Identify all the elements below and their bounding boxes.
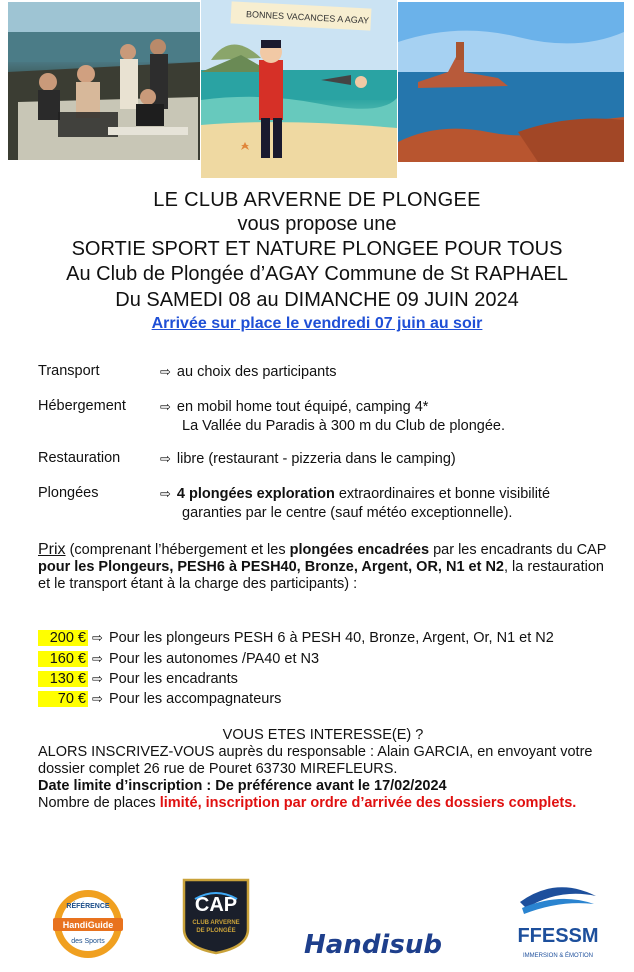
arrow-icon: ⇨	[160, 400, 171, 415]
price-row: 70 € ⇨ Pour les accompagnateurs	[38, 691, 281, 707]
arrow-icon: ⇨	[92, 692, 103, 707]
svg-text:FFESSM: FFESSM	[517, 925, 599, 947]
detail-value-restauration: ⇨ libre (restaurant - pizzeria dans le camping)	[160, 451, 456, 467]
price-row: 200 € ⇨ Pour les plongeurs PESH 6 à PESH 40, Bronze, Argent, Or, N1 et N2	[38, 630, 554, 646]
comic-illustration	[201, 0, 397, 178]
arrow-icon: ⇨	[92, 631, 103, 646]
arrow-icon: ⇨	[160, 452, 171, 467]
price-amount: 70 €	[38, 691, 88, 707]
comic-caption: BONNES VACANCES A AGAY	[245, 9, 370, 26]
price-amount: 130 €	[38, 671, 88, 687]
arrow-icon: ⇨	[160, 365, 171, 380]
detail-label-restauration: Restauration	[38, 450, 121, 466]
limited-places-note: limité, inscription par ordre d’arrivée des dossiers complets.	[159, 795, 577, 811]
handiguide-logo	[48, 888, 128, 960]
title-proposes: vous propose une	[237, 213, 397, 235]
svg-text:RÉFÉRENCE: RÉFÉRENCE	[66, 903, 110, 910]
svg-text:IMMERSION & ÉMOTION: IMMERSION & ÉMOTION	[522, 953, 594, 959]
arrival-note: Arrivée sur place le vendredi 07 juin au soir	[151, 315, 483, 332]
ffessm-logo	[516, 880, 600, 962]
price-amount: 160 €	[38, 651, 88, 667]
divers-boat-photo	[8, 2, 200, 160]
detail-label-transport: Transport	[38, 363, 100, 379]
cap-club-logo	[181, 877, 251, 955]
interest-question: VOUS ETES INTERESSE(E) ?	[222, 727, 424, 743]
arrow-icon: ⇨	[160, 487, 171, 502]
prix-heading: Prix	[38, 541, 66, 558]
price-row: 160 € ⇨ Pour les autonomes /PA40 et N3	[38, 651, 319, 667]
handisub-logo	[302, 925, 450, 961]
price-amount: 200 €	[38, 630, 88, 646]
title-event-name: SORTIE SPORT ET NATURE PLONGEE POUR TOUS	[71, 238, 563, 260]
coastal-tower-photo	[398, 2, 624, 162]
detail-label-plongees: Plongées	[38, 485, 99, 501]
title-club-name: LE CLUB ARVERNE DE PLONGEE	[153, 189, 481, 211]
detail-value-hebergement: ⇨ en mobil home tout équipé, camping 4* La Vallée du Paradis à 300 m du Club de plongée.	[160, 399, 505, 434]
title-location: Au Club de Plongée d’AGAY Commune de St RAPHAEL	[66, 263, 568, 285]
detail-value-transport: ⇨ au choix des participants	[160, 364, 337, 380]
detail-label-hebergement: Hébergement	[38, 398, 126, 414]
arrow-icon: ⇨	[92, 672, 103, 687]
price-row: 130 € ⇨ Pour les encadrants	[38, 671, 238, 687]
svg-text:DE PLONGÉE: DE PLONGÉE	[196, 928, 236, 934]
registration-instructions: ALORS INSCRIVEZ-VOUS auprès du responsable : Alain GARCIA, en envoyant votre dossier complet 26 rue de Pouret 63730 MIREFLEURS.	[38, 744, 593, 777]
arrow-icon: ⇨	[92, 652, 103, 667]
svg-text:HandiGuide: HandiGuide	[62, 920, 114, 930]
title-dates: Du SAMEDI 08 au DIMANCHE 09 JUIN 2024	[115, 289, 519, 311]
svg-text:CAP: CAP	[194, 894, 238, 916]
detail-value-plongees: ⇨ 4 plongées exploration extraordinaires et bonne visibilité garanties par le centre (sauf météo exceptionnelle).	[160, 486, 551, 521]
svg-text:CLUB ARVERNE: CLUB ARVERNE	[192, 920, 240, 926]
price-description: Prix (comprenant l’hébergement et les plongées encadrées par les encadrants du CAP pour les Plongeurs, PESH6 à PESH40, Bronze, Argent, OR, N1 et N2, la restauration et le transport étant à la charge des participants) :	[38, 541, 607, 592]
svg-text:Handisub: Handisub	[304, 930, 442, 960]
svg-text:des Sports: des Sports	[71, 938, 105, 945]
registration-info: VOUS ETES INTERESSE(E) ? ALORS INSCRIVEZ-VOUS auprès du responsable : Alain GARCIA, en envoyant votre dossier complet 26 rue de Pouret 63730 MIREFLEURS. Date limite d’inscription : De préférence avant le 17/02/2024 Nombre de places limité, inscription par ordre d’arrivée des dossiers complets.	[38, 727, 608, 812]
deadline: Date limite d’inscription : De préférence avant le 17/02/2024	[38, 778, 447, 794]
